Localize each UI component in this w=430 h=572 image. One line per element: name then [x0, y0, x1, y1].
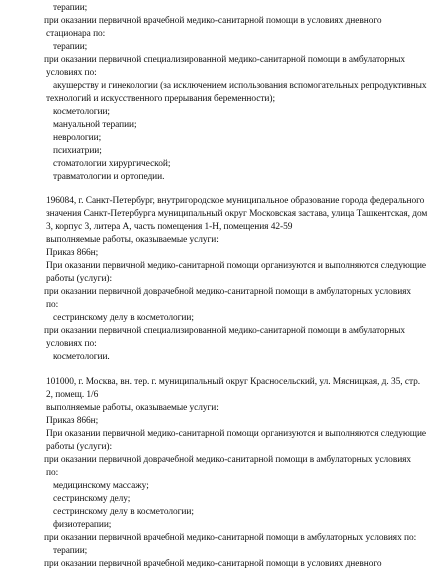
text-line: условиях по:: [46, 339, 97, 349]
text-line: Приказ 866н;: [46, 416, 99, 426]
text-line: при оказании первичной врачебной медико-санитарной помощи в условиях дневного: [44, 559, 382, 569]
text-line: стационара по:: [46, 29, 106, 39]
text-line: сестринскому делу;: [53, 494, 131, 504]
text-line: мануальной терапии;: [53, 120, 137, 130]
address-line: 101000, г. Москва, вн. тер. г. муниципальный округ Красносельский, ул. Мясницкая, д. 35, стр.: [46, 377, 421, 387]
text-line: при оказании первичной специализированной медико-санитарной помощи в амбулаторных: [44, 55, 406, 65]
address-line: 3, корпус 3, литера А, часть помещения 1-Н, помещения 42-59: [46, 222, 293, 232]
text-line: при оказании первичной врачебной медико-санитарной помощи в условиях дневного: [44, 16, 382, 26]
text-line: выполняемые работы, оказываемые услуги:: [46, 235, 219, 245]
text-line: косметологии;: [53, 107, 110, 117]
text-line: по:: [46, 468, 59, 478]
address-line: значения Санкт-Петербурга муниципальный округ Московская застава, улица Ташкентская, дом: [46, 209, 428, 219]
text-line: работы (услуги):: [46, 442, 113, 452]
text-line: терапии;: [53, 3, 88, 13]
text-line: неврологии;: [53, 133, 102, 143]
text-line: при оказании первичной специализированной медико-санитарной помощи в амбулаторных: [44, 326, 406, 336]
text-line: психиатрии;: [53, 146, 102, 156]
text-line: по:: [46, 300, 59, 310]
text-line: выполняемые работы, оказываемые услуги:: [46, 403, 219, 413]
text-line: стоматологии хирургической;: [53, 159, 171, 169]
text-line: терапии;: [53, 546, 88, 556]
text-line: Приказ 866н;: [46, 248, 99, 258]
text-line: медицинскому массажу;: [53, 481, 149, 491]
address-line: 196084, г. Санкт-Петербург, внутригородское муниципальное образование города федерального: [46, 196, 425, 206]
text-line: физиотерапии;: [53, 520, 112, 530]
text-line: технологий и искусственного прерывания беременности);: [46, 94, 276, 104]
text-line: терапии;: [53, 42, 88, 52]
address-line: 2, помещ. 1/6: [46, 390, 99, 400]
text-line: работы (услуги):: [46, 274, 113, 284]
text-line: При оказании первичной медико-санитарной помощи организуются и выполняются следующие: [46, 261, 427, 271]
text-line: акушерству и гинекологии (за исключением использования вспомогательных репродуктивных: [53, 81, 427, 91]
text-line: при оказании первичной доврачебной медико-санитарной помощи в амбулаторных условиях: [44, 287, 412, 297]
text-line: При оказании первичной медико-санитарной помощи организуются и выполняются следующие: [46, 429, 427, 439]
text-line: при оказании первичной врачебной медико-санитарной помощи в амбулаторных условиях по:: [44, 533, 417, 543]
text-line: сестринскому делу в косметологии;: [53, 313, 194, 323]
text-line: сестринскому делу в косметологии;: [53, 507, 194, 517]
text-line: при оказании первичной доврачебной медико-санитарной помощи в амбулаторных условиях: [44, 455, 412, 465]
text-line: травматологии и ортопедии.: [53, 172, 165, 182]
text-line: условиях по:: [46, 68, 97, 78]
text-line: косметологии.: [53, 352, 110, 362]
